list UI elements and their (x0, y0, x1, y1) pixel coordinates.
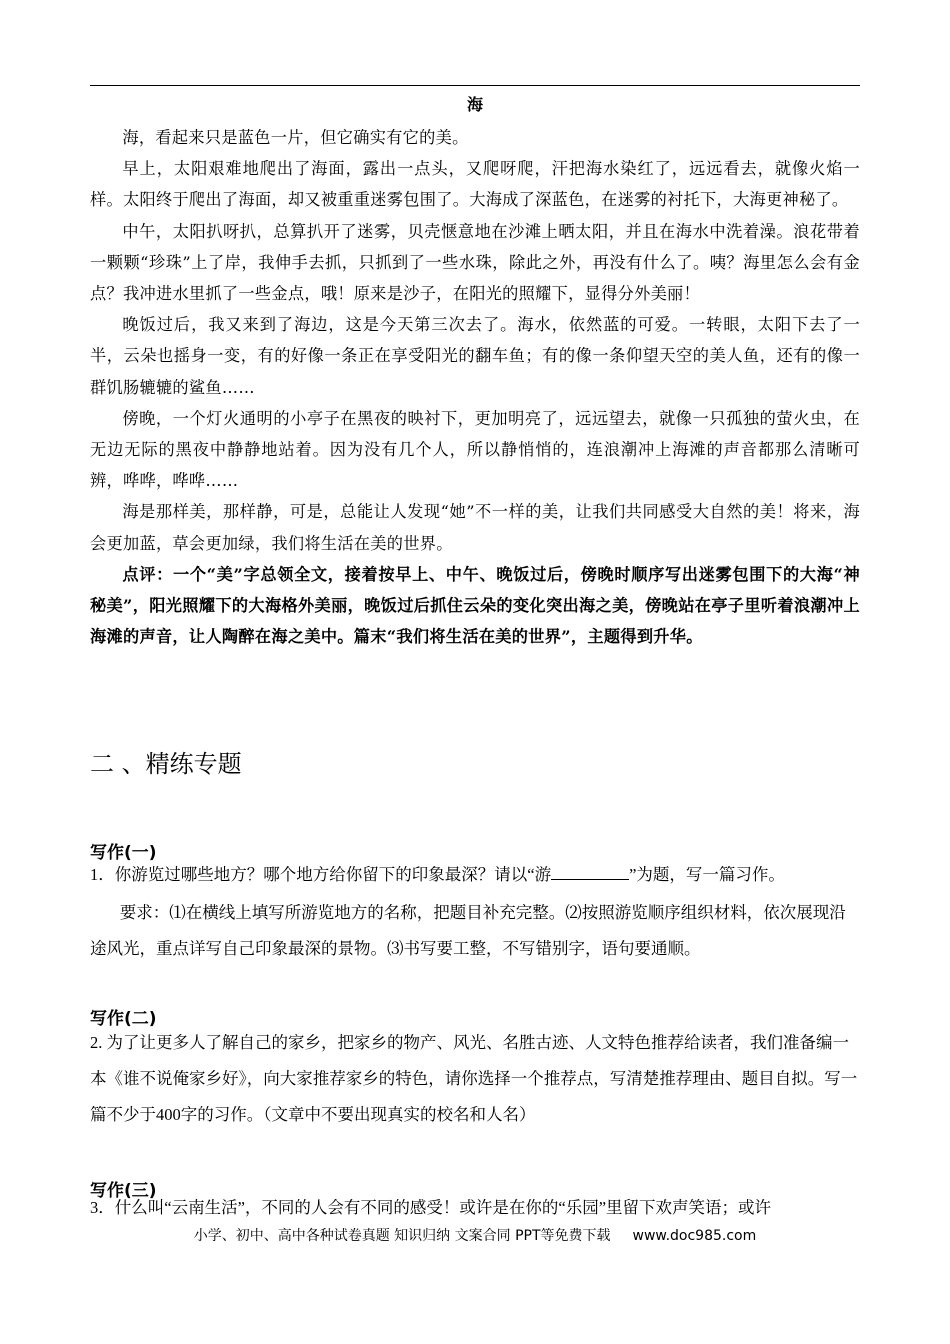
essay-paragraph: 海，看起来只是蓝色一片，但它确实有它的美。 (122, 128, 469, 147)
title-blank-line (551, 865, 629, 880)
footer-text: 小学、初中、高中各种试卷真题 知识归纳 文案合同 PPT等免费下载 (193, 1228, 611, 1244)
writing-1-prompt-end: ”为题，写一篇习作。 (629, 865, 785, 884)
essay-paragraph: 傍晚，一个灯火通明的小亭子在黑夜的映衬下，更加明亮了，远远望去，就像一只孤独的萤火虫，在无边无际的黑夜中静静地站着。因为没有几个人，所以静悄悄的，连浪潮冲上海滩的声音都那么清晰可辨，哗哗，哗哗…… (90, 408, 860, 491)
essay-title: 海 (466, 95, 483, 114)
essay-paragraph: 晚饭过后，我又来到了海边，这是今天第三次去了。海水，依然蓝的可爱。一转眼，太阳下去了一半，云朵也摇身一变，有的好像一条正在享受阳光的翻车鱼；有的像一条仰望天空的美人鱼，还有的像一群饥肠辘辘的鲨鱼…… (90, 315, 860, 397)
page-footer (0, 1226, 950, 1246)
essay-paragraph: 早上，太阳艰难地爬出了海面，露出一点头，又爬呀爬，汗把海水染红了，远远看去，就像火焰一样。太阳终于爬出了海面，却又被重重迷雾包围了。大海成了深蓝色，在迷雾的衬托下，大海更神秘了。 (90, 159, 860, 210)
writing-1-title: 写作(一) (90, 843, 157, 863)
writing-3-body (90, 1196, 860, 1220)
writing-2-prompt: 2. 为了让更多人了解自己的家乡，把家乡的物产、风光、名胜古迹、人文特色推荐给读者，我们准备编一本《谁不说俺家乡好》，向大家推荐家乡的特色，请你选择一个推荐点，写清楚推荐理由、题目自拟。写一篇不少于400字的习作。（文章中不要出现真实的校名和人名） (90, 1033, 858, 1124)
writing-3-title: 写作(三) (90, 1181, 157, 1201)
writing-3-prompt: 3．什么叫“云南生活”，不同的人会有不同的感受！或许是在你的“乐园”里留下欢声笑语；或许 (90, 1198, 772, 1217)
essay-comment: 点评：一个“美”字总领全文，接着按早上、中午、晚饭过后，傍晚时顺序写出迷雾包围下的大海“神秘美”，阳光照耀下的大海格外美丽，晚饭过后抓住云朵的变化突出海之美，傍晚站在亭子里听着浪潮冲上海滩的声音，让人陶醉在海之美中。篇末“我们将生活在美的世界”，主题得到升华。 (90, 564, 860, 647)
writing-2-title: 写作(二) (90, 1009, 157, 1029)
writing-1-prompt (90, 857, 860, 893)
footer-site-link[interactable]: www.doc985.com (632, 1228, 757, 1244)
top-divider (90, 85, 860, 86)
section-heading: 二 、精练专题 (90, 750, 242, 778)
writing-2-body (90, 1025, 860, 1133)
essay-paragraph: 海是那样美，那样静，可是，总能让人发现“她”不一样的美，让我们共同感受大自然的美！将来，海会更加蓝，草会更加绿，我们将生活在美的世界。 (90, 502, 860, 553)
writing-1-body (90, 857, 860, 967)
writing-1-prompt-start: 1．你游览过哪些地方？哪个地方给你留下的印象最深？请以“游 (90, 865, 552, 884)
writing-1-requirements: 要求：⑴在横线上填写所游览地方的名称，把题目补充完整。⑵按照游览顺序组织材料，依次展现沿途风光，重点详写自己印象最深的景物。⑶书写要工整，不写错别字，语句要通顺。 (90, 903, 846, 958)
essay-paragraph: 中午，太阳扒呀扒，总算扒开了迷雾，贝壳惬意地在沙滩上晒太阳，并且在海水中洗着澡。浪花带着一颗颗“珍珠”上了岸，我伸手去抓，只抓到了一些水珠，除此之外，再没有什么了。咦？海里怎么会有金点？我冲进水里抓了一些金点，哦！原来是沙子，在阳光的照耀下，显得分外美丽！ (90, 221, 860, 304)
essay-body (90, 122, 860, 652)
